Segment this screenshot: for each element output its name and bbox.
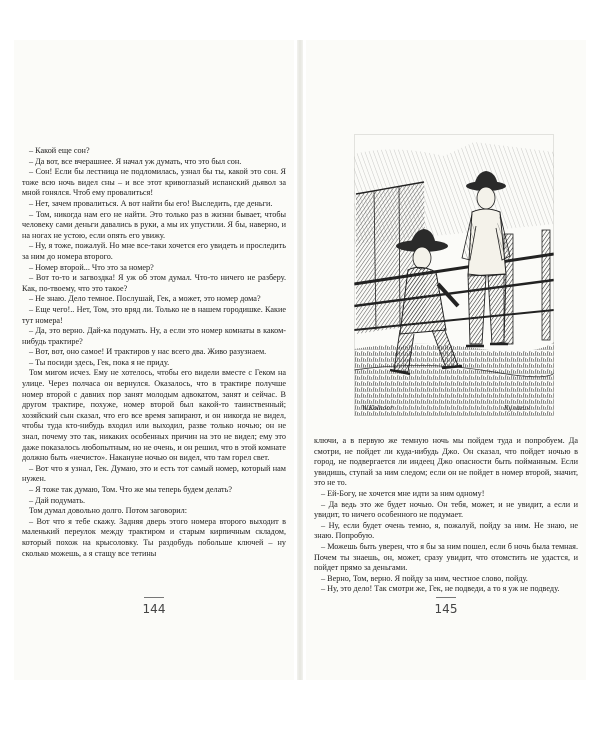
paragraph: – Да ведь это же будет ночью. Он тебя, может, и не увидит, а если и увидит, то ничего особенного не подумает. — [314, 499, 578, 520]
paragraph: – Вот что я тебе скажу. Задняя дверь этого номера второго выходит в маленький переулок между трактиром и старым кирпичным складом, который похож на крысоловку. Ты раздобудь побольше ключей – ну сколько можешь, а я стащу все тетины — [22, 516, 286, 558]
paragraph: – Вот, вот, оно самое! И трактиров у нас всего два. Живо разузнаем. — [29, 347, 267, 357]
left-folio-rule — [144, 597, 164, 598]
paragraph: – Еще чего!.. Нет, Том, это вряд ли. Только не в нашем городишке. Какие тут номера! — [22, 304, 286, 325]
right-page — [306, 40, 586, 680]
right-page-text — [314, 436, 578, 595]
paragraph: – Да, это верно. Дай-ка подумать. Ну, а если это номер комнаты в каком-нибудь трактире? — [22, 326, 286, 346]
left-page — [14, 40, 294, 680]
paragraph: – Том, никогда нам его не найти. Это только раз в жизни бывает, чтобы человеку сами деньги давались в руки, а мы их упустили. Я бы, наверно, и на ногах не устою, если опять его увижу. — [22, 209, 286, 240]
paragraph: – Ей-Богу, не хочется мне идти за ним одному! — [321, 488, 485, 498]
paragraph: – Сон! Если бы лестница не подломилась, узнал бы ты, какой это сон. Я тоже всю ночь видел сны – и все этот кривоглазый испанский дьявол за мной гонялся. Чтоб ему провалиться! — [22, 167, 286, 198]
paragraph: – Не знаю. Дело темное. Послушай, Гек, а может, это номер дома? — [29, 294, 261, 304]
paragraph: – Верно, Том, верно. Я пойду за ним, честное слово, пойду. — [321, 573, 528, 583]
engraving-illustration — [354, 134, 554, 416]
engraving-svg — [354, 134, 554, 416]
paragraph: – Нет, зачем провалиться. А вот найти бы его! Выследить, где деньги. — [29, 198, 273, 208]
engraving-signature-left: W.Kolnoor — [362, 405, 393, 412]
paragraph: – Ну, это дело! Так смотри же, Гек, не подведи, а то я уж не подведу. — [321, 584, 560, 594]
left-page-text — [22, 146, 286, 559]
paragraph: – Какой еще сон? — [29, 146, 90, 155]
paragraph: – Ну, я тоже, пожалуй. Но мне все-таки хочется его увидеть и проследить за ним до номера второго. — [22, 241, 286, 261]
paragraph: – Можешь быть уверен, что я бы за ним пошел, если б ночь была темная. Почем ты знаешь, он, может, сразу увидит, что отомстить не удастся, и пойдет прямо за деньгами. — [314, 541, 578, 573]
paragraph: – Вот то-то и загвоздка! Я уж об этом думал. Что-то ничего не разберу. Как, по-твоему, что это такое? — [22, 273, 286, 293]
paragraph: – Ты посиди здесь, Гек, пока я не приду. — [29, 357, 170, 367]
engraving-signature-right: Кулагин — [504, 405, 531, 412]
paragraph: Том мигом исчез. Ему не хотелось, чтобы его видели вместе с Геком на улице. Через полчаса он вернулся. Оказалось, что в трактире получше номер второй с давних пор занят молодым адвокатом, занят и сейчас. В другом трактире, похуже, номер второй был какой-то таинственный; хозяйский сын сказал, что его все время запирают, и он никогда не видел, чтобы туда кто-нибудь входил или выходил, разве только ночью; он не знал, почему это так, никаких особенных причин на это не видел; ему это даже показалось любопытным, но не очень, и он решил, что в этой комнате должно быть «нечисто». Накануне ночью он видел, что там горел свет. — [22, 368, 286, 463]
paragraph: – Вот что я узнал, Гек. Думаю, это и есть тот самый номер, который нам нужен. — [22, 463, 286, 484]
book-gutter — [297, 40, 303, 680]
left-page-number: 144 — [142, 602, 166, 616]
paragraph: Том думал довольно долго. Потом заговорил: — [29, 506, 188, 516]
paragraph: – Дай подумать. — [29, 495, 86, 505]
paragraph: – Да вот, все вчерашнее. Я начал уж думать, что это был сон. — [29, 156, 242, 166]
paragraph: ключи, а в первую же темную ночь мы пойдем туда и попробуем. Да смотри, не пойдет ли куда-нибудь Джо. Он сказал, что пойдет ночью в город, не подвергается ли индеец Джо опасности быть пойманным. Если увидишь, ступай за ним следом; если он не пойдет в номер второй, значит, это не то. — [314, 436, 578, 488]
paragraph: – Номер второй... Что это за номер? — [29, 262, 154, 272]
right-page-number: 145 — [434, 602, 458, 616]
paragraph: – Ну, если будет очень темно, я, пожалуй, пойду за ним. Не знаю, не знаю. Попробую. — [314, 520, 578, 541]
right-folio-rule — [436, 597, 456, 598]
paragraph: – Я тоже так думаю, Том. Что же мы теперь будем делать? — [29, 485, 232, 494]
